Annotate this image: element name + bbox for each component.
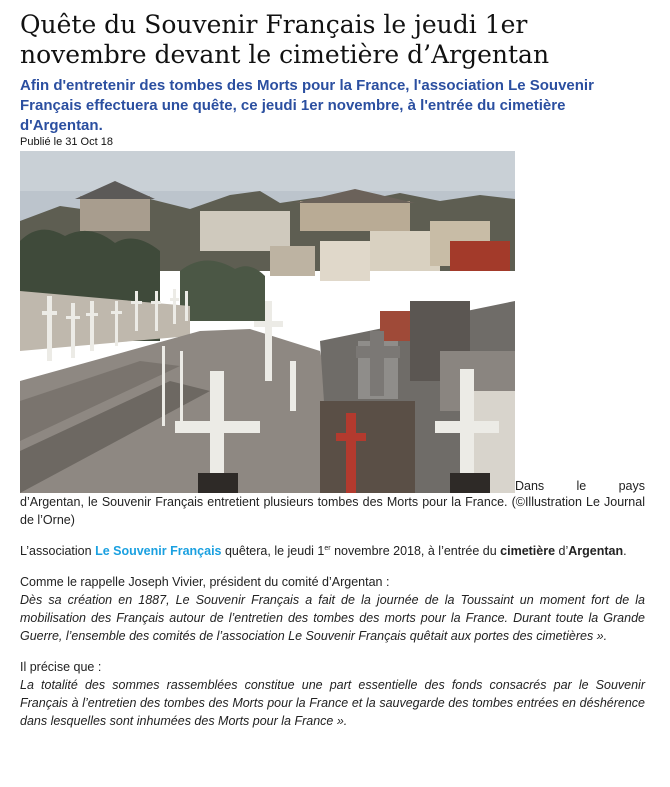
paragraph-1-text-d: d’ [555, 544, 569, 558]
paragraph-1-text-b: quêtera, le jeudi 1 [221, 544, 325, 558]
souvenir-francais-link[interactable]: Le Souvenir Français [95, 544, 222, 558]
paragraph-2-intro: Comme le rappelle Joseph Vivier, président du comité d’Argentan : [20, 575, 390, 589]
article-title: Quête du Souvenir Français le jeudi 1er novembre devant le cimetière d’Argentan [20, 10, 550, 69]
keyword-argentan: Argentan [568, 544, 624, 558]
article-figure [20, 151, 645, 493]
publish-date: Publié le 31 Oct 18 [20, 136, 113, 148]
photo-caption: d’Argentan, le Souvenir Français entretient plusieurs tombes des Morts pour la France. (©Illustration Le Journal de l’Orne) [20, 495, 645, 527]
paragraph-1-text-c: novembre 2018, à l’entrée du [330, 544, 501, 558]
article-lead: Afin d'entretenir des tombes des Morts pour la France, l'association Le Souvenir Français effectuera une quête, ce jeudi 1er novembre, à l'entrée du cimetière d'Argentan. [20, 77, 594, 134]
caption-start: Dans le pays [515, 479, 645, 493]
ordinal-sup: er [324, 544, 331, 552]
paragraph-1-text-e: . [623, 544, 627, 558]
article [20, 10, 645, 730]
cemetery-photo[interactable] [20, 151, 515, 493]
paragraph-3-quote: La totalité des sommes rassemblées constitue une part essentielle des fonds consacrés par le Souvenir Français à l’entretien des tombes des Morts pour la France et la sauvegarde des tombes entrées en déshérence dans lesquelles sont inhumées des Morts pour la France ». [20, 678, 645, 728]
paragraph-1-text-a: L’association [20, 544, 96, 558]
keyword-cemetery: cimetière [500, 544, 556, 558]
paragraph-1 [20, 542, 645, 560]
paragraph-3-intro: Il précise que : [20, 660, 102, 674]
paragraph-2-quote: Dès sa création en 1887, Le Souvenir Français a fait de la journée de la Toussaint un moment fort de la mobilisation des Français autour de l’entretien des tombes des morts pour la France. Durant toute la Grande Guerre, l’ensemble des comités de l’association Le Souvenir Français quêtait aux portes des cimetières ». [20, 593, 645, 643]
